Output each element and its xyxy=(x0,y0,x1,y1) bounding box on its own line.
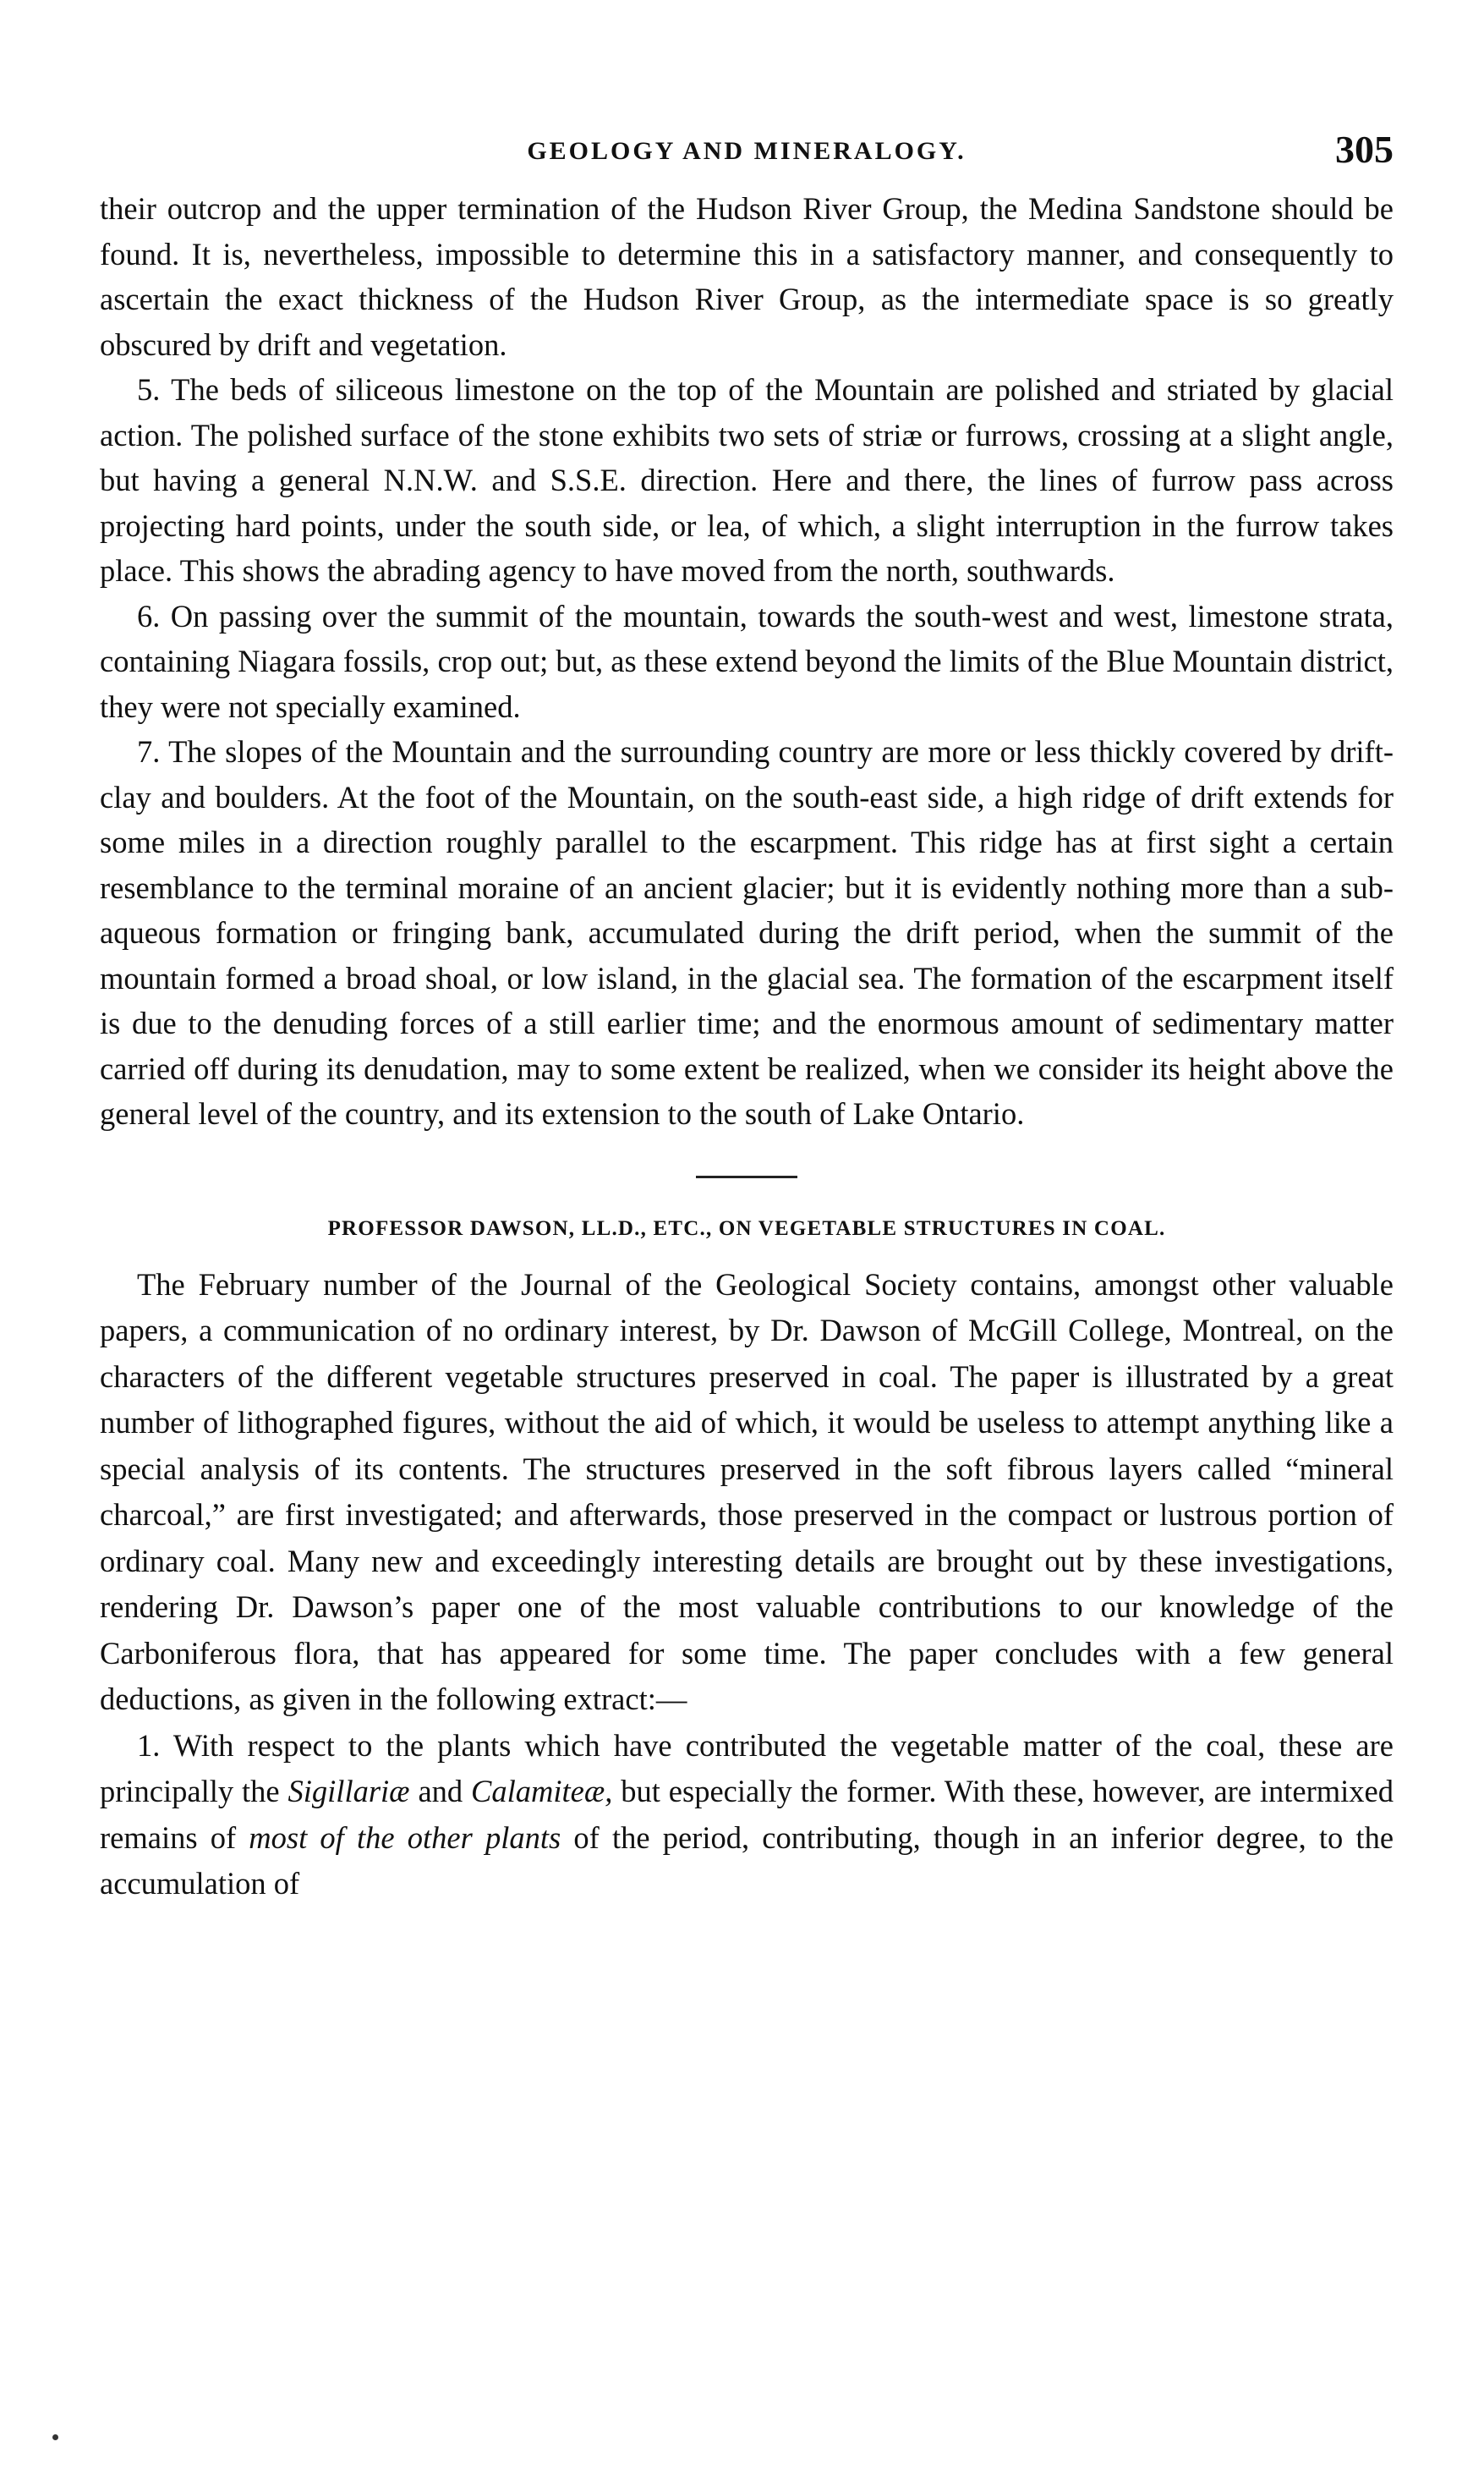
text-run: of the period, contributing, though in an inferior degree, to the accumulation of xyxy=(100,1819,1394,1901)
paragraph-5: 5. The beds of siliceous limestone on the top of the Mountain are polished and striated by glacial action. The polished surface of the stone exhibits two sets of striæ or furrows, crossing at a slight angle, but having a general N.N.W. and S.S.E. direction. Here and there, the lines of furrow pass across projecting hard points, under the south side, or lea, of which, a slight interruption in the furrow takes place. This shows the abrading agency to have moved from the north, southwards. xyxy=(100,372,1394,588)
stray-ink-dot xyxy=(52,2434,58,2440)
running-title: GEOLOGY AND MINERALOGY. xyxy=(527,137,967,165)
paragraph-continuation: their outcrop and the upper termination of the Hudson River Group, the Medina Sandstone should be found. It is, nevertheless, impossible to determine this in a satisfactory manner, and consequently to ascertain the exact thickness of the Hudson River Group, as the intermediate space is so greatly obscured by drift and vegetation. xyxy=(100,191,1394,362)
italic-term: most of the other plants xyxy=(249,1819,561,1855)
section-heading: PROFESSOR DAWSON, LL.D., ETC., ON VEGETABLE STRUCTURES IN COAL. xyxy=(327,1216,1166,1240)
page-number: 305 xyxy=(1335,128,1394,171)
divider-rule xyxy=(696,1176,797,1178)
italic-term: Sigillariæ xyxy=(287,1774,410,1808)
text-run: but especially the former. With these, however, are intermixed remains of xyxy=(100,1774,1394,1855)
paragraph-numbered-1 xyxy=(100,1723,1394,1907)
section-vegetable-structures xyxy=(100,1262,1394,1907)
section-blue-mountain xyxy=(100,186,1394,1137)
document-page xyxy=(100,127,1394,1907)
running-head xyxy=(100,127,1394,186)
paragraph-6: 6. On passing over the summit of the mountain, towards the south-west and west, limestone strata, containing Niagara fossils, crop out; but, as these extend beyond the limits of the Blue Mountain district, they were not specially examined. xyxy=(100,598,1394,724)
text-run: and xyxy=(418,1774,463,1808)
text-run: 1. With respect to the plants which have contributed the vegetable matter of the coal, these are principally the xyxy=(100,1727,1394,1808)
paragraph-7: 7. The slopes of the Mountain and the surrounding country are more or less thickly covered by drift-clay and boulders. At the foot of the Mountain, on the south-east side, a high ridge of drift extends for some miles in a direction roughly parallel to the escarpment. This ridge has at first sight a certain resemblance to the terminal moraine of an ancient glacier; but it is evidently nothing more than a sub-aqueous formation or fringing bank, accumulated during the drift period, when the summit of the mountain formed a broad shoal, or low island, in the glacial sea. The formation of the escarpment itself is due to the denuding forces of a still earlier time; and the enormous amount of sedimentary matter carried off during its denudation, may to some extent be realized, when we consider its height above the general level of the country, and its extension to the south of Lake Ontario. xyxy=(100,734,1394,1131)
italic-term: Calamiteæ, xyxy=(471,1774,613,1808)
paragraph-journal: The February number of the Journal of the Geological Society contains, amongst other valuable papers, a communication of no ordinary interest, by Dr. Dawson of McGill College, Montreal, on the characters of the different vegetable structures preserved in coal. The paper is illustrated by a great number of lithographed figures, without the aid of which, it would be useless to attempt anything like a special analysis of its contents. The structures preserved in the soft fibrous layers called “mineral charcoal,” are first investigated; and afterwards, those preserved in the compact or lustrous portion of ordinary coal. Many new and exceedingly interesting details are brought out by these investigations, rendering Dr. Dawson’s paper one of the most valuable contributions to our knowledge of the Carboniferous flora, that has appeared for some time. The paper concludes with a few general deductions, as given in the following extract:— xyxy=(100,1266,1394,1716)
section-divider xyxy=(100,1137,1394,1196)
